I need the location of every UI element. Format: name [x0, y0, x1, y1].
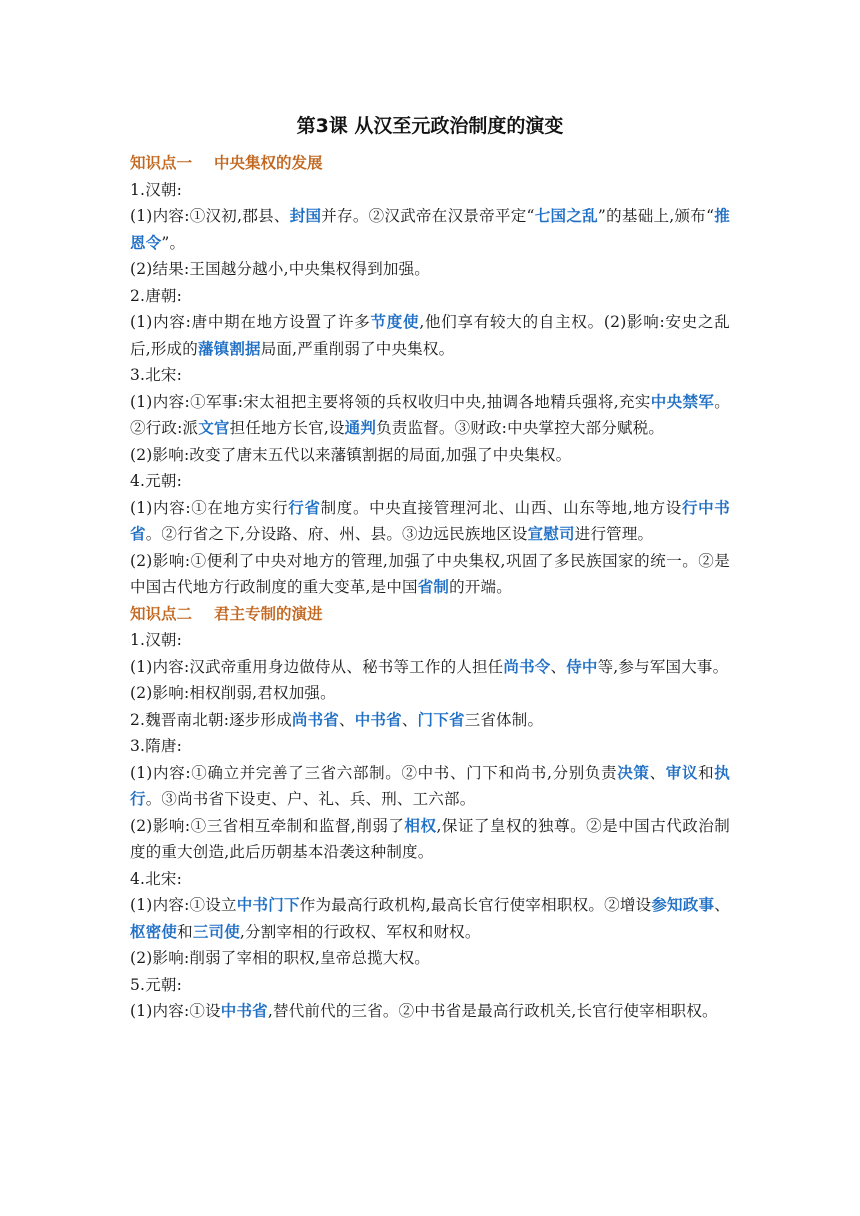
text-run: 。②行政:派	[130, 392, 730, 437]
text-run: 5.元朝:	[130, 975, 183, 994]
text-run: 2.魏晋南北朝:逐步形成	[130, 710, 292, 729]
text-line	[130, 654, 730, 681]
text-run: 。②行省之下,分设路、府、州、县。③边远民族地区设	[145, 525, 528, 543]
text-run: (1)内容:①设立	[130, 896, 237, 914]
keyword-highlight: 枢密使	[130, 922, 178, 941]
keyword-highlight: 行省	[288, 498, 321, 517]
keyword-highlight: 中书省	[354, 710, 402, 729]
keyword-highlight: 决策	[617, 763, 650, 782]
text-run: (1)内容:①在地方实行	[130, 498, 289, 517]
keyword-highlight: 行中书省	[130, 498, 730, 543]
text-run: 三省体制。	[464, 710, 544, 729]
text-line	[130, 203, 730, 256]
keyword-highlight: 封国	[289, 207, 322, 225]
text-line	[130, 945, 730, 972]
keyword-highlight: 尚书省	[291, 710, 340, 729]
section-heading-1	[130, 150, 730, 177]
text-line	[130, 442, 730, 469]
text-line	[130, 495, 730, 548]
keyword-highlight: 中书省	[220, 1002, 268, 1020]
text-line	[130, 362, 730, 389]
keyword-highlight: 执行	[130, 763, 730, 808]
keyword-highlight: 中书门下	[236, 896, 300, 914]
keyword-highlight: 三司使	[192, 922, 240, 941]
text-run: 和	[177, 922, 193, 941]
text-line	[130, 892, 730, 945]
section-body-2	[130, 627, 730, 1025]
text-line	[130, 627, 730, 654]
text-run: 进行管理。	[574, 525, 654, 543]
text-run: (2)影响:改变了唐末五代以来藩镇割据的局面,加强了中央集权。	[130, 445, 572, 464]
text-run: ,他们享有较大的自主权。(2)影响:安史之乱后,形成的	[130, 313, 730, 358]
text-run: 等,参与军国大事。	[597, 657, 729, 676]
text-run: 1.汉朝:	[130, 180, 183, 199]
text-run: ,替代前代的三省。②中书省是最高行政机关,长官行使宰相职权。	[267, 1002, 718, 1020]
text-run: (1)内容:汉武帝重用身边做侍从、秘书等工作的人担任	[130, 657, 504, 676]
keyword-highlight: 尚书令	[503, 657, 551, 676]
keyword-highlight: 省制	[417, 578, 450, 596]
keyword-highlight: 通判	[344, 419, 377, 437]
text-line	[130, 733, 730, 760]
keyword-highlight: 参知政事	[651, 896, 715, 914]
text-run: 3.北宋:	[130, 366, 183, 384]
keyword-highlight: 推恩令	[130, 207, 730, 252]
keyword-highlight: 相权	[404, 816, 437, 835]
text-run: (1)内容:①确立并完善了三省六部制。②中书、门下和尚书,分别负责	[130, 763, 618, 782]
text-run: (1)内容:①军事:宋太祖把主要将领的兵权收归中央,抽调各地精兵强将,充实	[130, 392, 651, 411]
text-run: 4.元朝:	[130, 472, 183, 490]
section-heading-2	[130, 601, 730, 628]
text-run: (1)内容:①汉初,郡县、	[130, 207, 290, 225]
text-line	[130, 256, 730, 283]
text-run: (2)影响:①便利了中央对地方的管理,加强了中央集权,巩固了多民族国家的统一。②是中国古代地方行政制度的重大变革,是中国	[130, 551, 730, 596]
text-line	[130, 707, 730, 734]
text-line	[130, 177, 730, 204]
keyword-highlight: 门下省	[417, 710, 465, 729]
keyword-highlight: 中央禁军	[650, 392, 715, 411]
text-line	[130, 998, 730, 1025]
keyword-highlight: 节度使	[370, 313, 420, 331]
text-run: 。③尚书省下设吏、户、礼、兵、刑、工六部。	[145, 790, 476, 808]
text-run: 负责监督。③财政:中央掌控大部分赋税。	[376, 419, 665, 437]
text-run: 2.唐朝:	[130, 286, 183, 305]
text-run: 、	[339, 710, 355, 729]
text-run: (1)内容:唐中期在地方设置了许多	[130, 313, 371, 331]
text-run: ,保证了皇权的独尊。②是中国古代政治制度的重大创造,此后历朝基本沿袭这种制度。	[130, 816, 730, 861]
text-run: 并存。②汉武帝在汉景帝平定“	[321, 207, 535, 225]
text-run: 4.北宋:	[130, 869, 183, 888]
keyword-highlight: 宣慰司	[527, 525, 575, 543]
text-line	[130, 309, 730, 362]
text-run: 、	[401, 710, 418, 729]
text-run: ,分割宰相的行政权、军权和财权。	[239, 922, 481, 941]
text-run: ”。	[161, 233, 186, 252]
text-line	[130, 680, 730, 707]
text-line	[130, 283, 730, 310]
text-line	[130, 760, 730, 813]
section-topic: 中央集权的发展	[214, 154, 323, 172]
keyword-highlight: 藩镇割据	[197, 339, 261, 358]
keyword-highlight: 七国之乱	[534, 207, 598, 225]
text-run: 、	[649, 763, 666, 782]
page-title: 第3课 从汉至元政治制度的演变	[296, 115, 564, 137]
text-run: (2)结果:王国越分越小,中央集权得到加强。	[130, 260, 431, 278]
section-label: 知识点二	[130, 604, 193, 623]
text-run: 、	[550, 657, 567, 676]
text-run: 担任地方长官,设	[229, 419, 345, 437]
text-run: 的开端。	[449, 578, 512, 596]
text-run: (2)影响:①三省相互牵制和监督,削弱了	[130, 816, 405, 835]
text-run: ”的基础上,颁布“	[597, 207, 715, 225]
keyword-highlight: 文官	[198, 419, 230, 437]
document-page	[130, 112, 730, 1025]
keyword-highlight: 审议	[665, 763, 699, 782]
text-run: 1.汉朝:	[130, 631, 183, 649]
text-line	[130, 813, 730, 866]
text-run: 、	[714, 896, 730, 914]
text-line	[130, 972, 730, 999]
text-run: (2)影响:削弱了宰相的职权,皇帝总揽大权。	[130, 949, 431, 967]
text-line	[130, 866, 730, 893]
text-line	[130, 468, 730, 495]
text-line	[130, 389, 730, 442]
text-run: 和	[698, 763, 715, 782]
text-run: 作为最高行政机构,最高长官行使宰相职权。②增设	[299, 896, 652, 914]
text-run: 3.隋唐:	[130, 737, 183, 755]
text-line	[130, 548, 730, 601]
text-run: 局面,严重削弱了中央集权。	[260, 339, 455, 358]
section-body-1	[130, 177, 730, 601]
section-label: 知识点一	[130, 154, 193, 172]
text-run: (1)内容:①设	[130, 1002, 221, 1020]
keyword-highlight: 侍中	[566, 657, 598, 676]
text-run: 制度。中央直接管理河北、山西、山东等地,地方设	[320, 498, 682, 517]
section-topic: 君主专制的演进	[214, 604, 323, 623]
text-run: (2)影响:相权削弱,君权加强。	[130, 684, 336, 702]
